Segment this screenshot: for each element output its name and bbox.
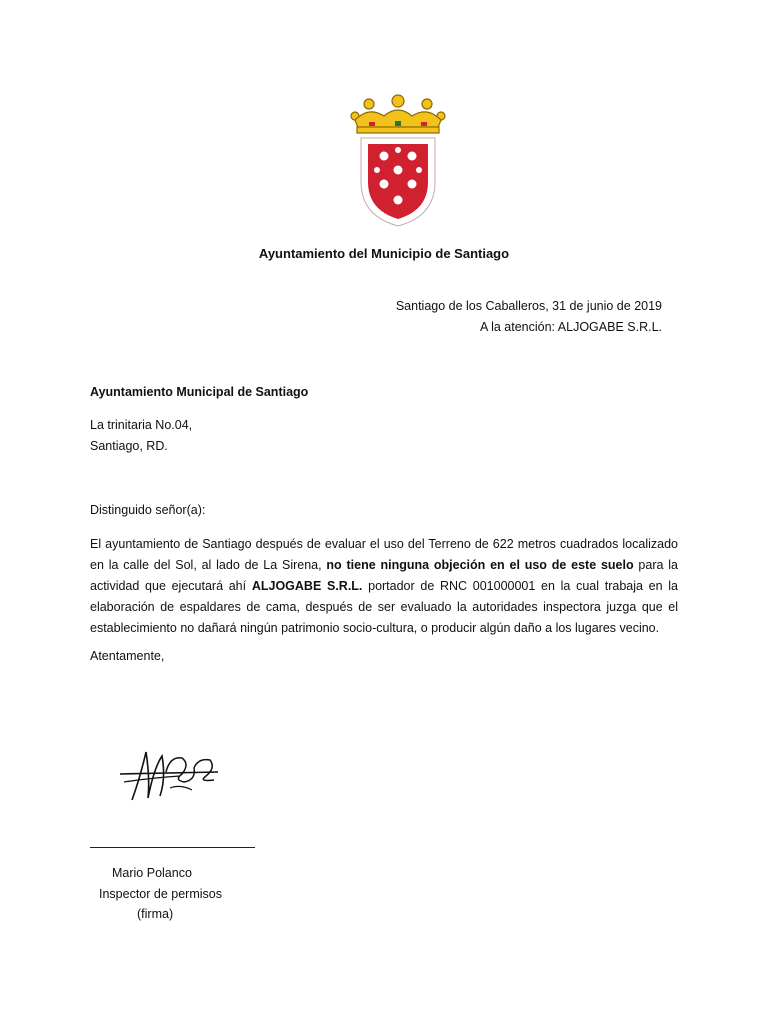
sender-name: Ayuntamiento Municipal de Santiago [90, 385, 309, 399]
organization-title: Ayuntamiento del Municipio de Santiago [258, 246, 510, 261]
body-bold-1: no tiene ninguna objeción en el uso de este suelo [326, 558, 634, 572]
body-part-2: para la actividad que ejecutará ahí [90, 558, 678, 593]
attention-line: A la atención: ALJOGABE S.R.L. [479, 320, 662, 334]
place-date: Santiago de los Caballeros, 31 de junio de 2019 [395, 299, 662, 313]
body-bold-2: ALJOGABE S.R.L. [251, 579, 363, 593]
letter-body [90, 534, 678, 639]
signer-name: Mario Polanco [112, 866, 192, 880]
body-part-1: El ayuntamiento de Santiago después de evaluar el uso del Terreno de 622 metros cuadrados localizado en la calle del Sol, al lado de La Sirena, [90, 537, 678, 572]
coat-of-arms-icon [349, 94, 447, 228]
sender-address-line-2: Santiago, RD. [90, 439, 168, 453]
sender-address-line-1: La trinitaria No.04, [90, 418, 193, 432]
signer-role: Inspector de permisos [99, 887, 222, 901]
crown-icon [351, 95, 445, 133]
signature-line [90, 847, 255, 848]
body-part-3: portador de RNC 001000001 en la cual trabaja en la elaboración de espaldares de cama, después de ser evaluado la autoridades inspectora juzga que el establecimiento no dañará ningún patrimonio socio-cultura, o producir algún daño a los lugares vecino. [90, 579, 678, 635]
salutation: Distinguido señor(a): [90, 503, 206, 517]
closing: Atentamente, [90, 649, 165, 663]
signature-icon [110, 738, 230, 808]
signature-note: (firma) [137, 907, 174, 921]
